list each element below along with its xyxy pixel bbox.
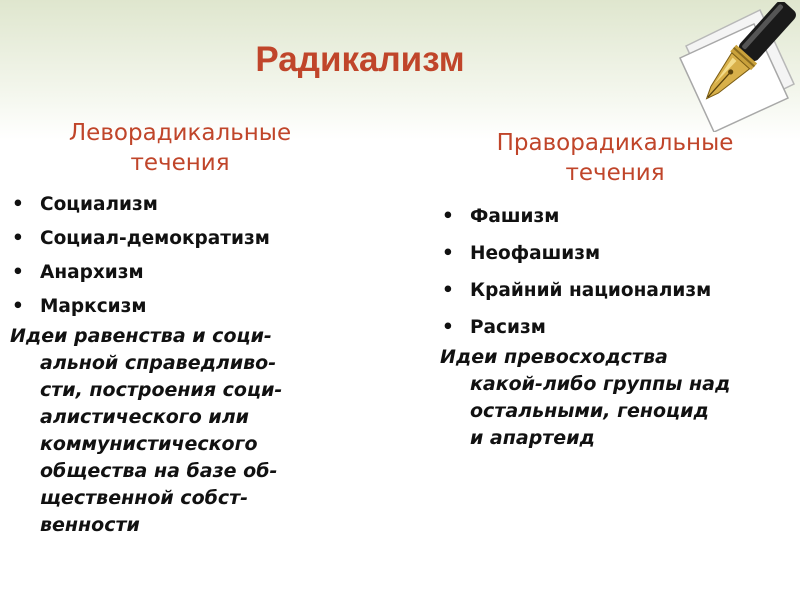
list-item: [10, 290, 380, 324]
description-line: венности: [40, 514, 140, 536]
bullet: •: [12, 228, 24, 249]
description-line: какой-либо группы над: [470, 373, 731, 395]
right-list: [440, 198, 795, 346]
right-heading: [440, 128, 790, 188]
fountain-pen-icon: [672, 2, 800, 132]
description-line: общества на базе об-: [40, 460, 278, 482]
bullet: •: [442, 280, 454, 301]
list-item-label: Фашизм: [470, 206, 560, 227]
list-item-label: Социализм: [40, 194, 158, 215]
right-description: [440, 344, 795, 452]
bullet: •: [12, 262, 24, 283]
description-line: алистического или: [40, 406, 249, 428]
description-line: Идеи превосходства: [440, 346, 668, 368]
bullet: •: [442, 243, 454, 264]
list-item-label: Анархизм: [40, 262, 144, 283]
left-list: [10, 188, 380, 324]
slide-title: Радикализм: [255, 40, 465, 79]
description-line: Идеи равенства и соци-: [10, 325, 272, 347]
list-item-label: Социал-демократизм: [40, 228, 270, 249]
description-line: и апартеид: [470, 427, 595, 449]
list-item: [440, 235, 795, 272]
right-heading-line: Праворадикальные: [496, 130, 734, 156]
bullet: •: [12, 194, 24, 215]
description-line: сти, построения соци-: [40, 379, 283, 401]
bullet: •: [12, 296, 24, 317]
bullet: •: [442, 206, 454, 227]
left-heading: [10, 118, 350, 178]
description-line: коммунистического: [40, 433, 258, 455]
list-item: [440, 272, 795, 309]
list-item-label: Крайний национализм: [470, 280, 712, 301]
list-item: [10, 222, 380, 256]
description-line: альной справедливо-: [40, 352, 277, 374]
description-line: остальными, геноцид: [470, 400, 709, 422]
left-heading-line: Леворадикальные: [68, 120, 292, 146]
list-item-label: Марксизм: [40, 296, 147, 317]
left-description: [10, 323, 380, 539]
right-column: [440, 128, 795, 452]
list-item: [440, 198, 795, 235]
list-item-label: Неофашизм: [470, 243, 601, 264]
list-item: [10, 256, 380, 290]
bullet: •: [442, 317, 454, 338]
list-item: [440, 309, 795, 346]
left-heading-line: течения: [130, 150, 230, 176]
right-heading-line: течения: [565, 160, 665, 186]
list-item-label: Расизм: [470, 317, 546, 338]
list-item: [10, 188, 380, 222]
left-column: [10, 118, 380, 539]
description-line: щественной собст-: [40, 487, 249, 509]
